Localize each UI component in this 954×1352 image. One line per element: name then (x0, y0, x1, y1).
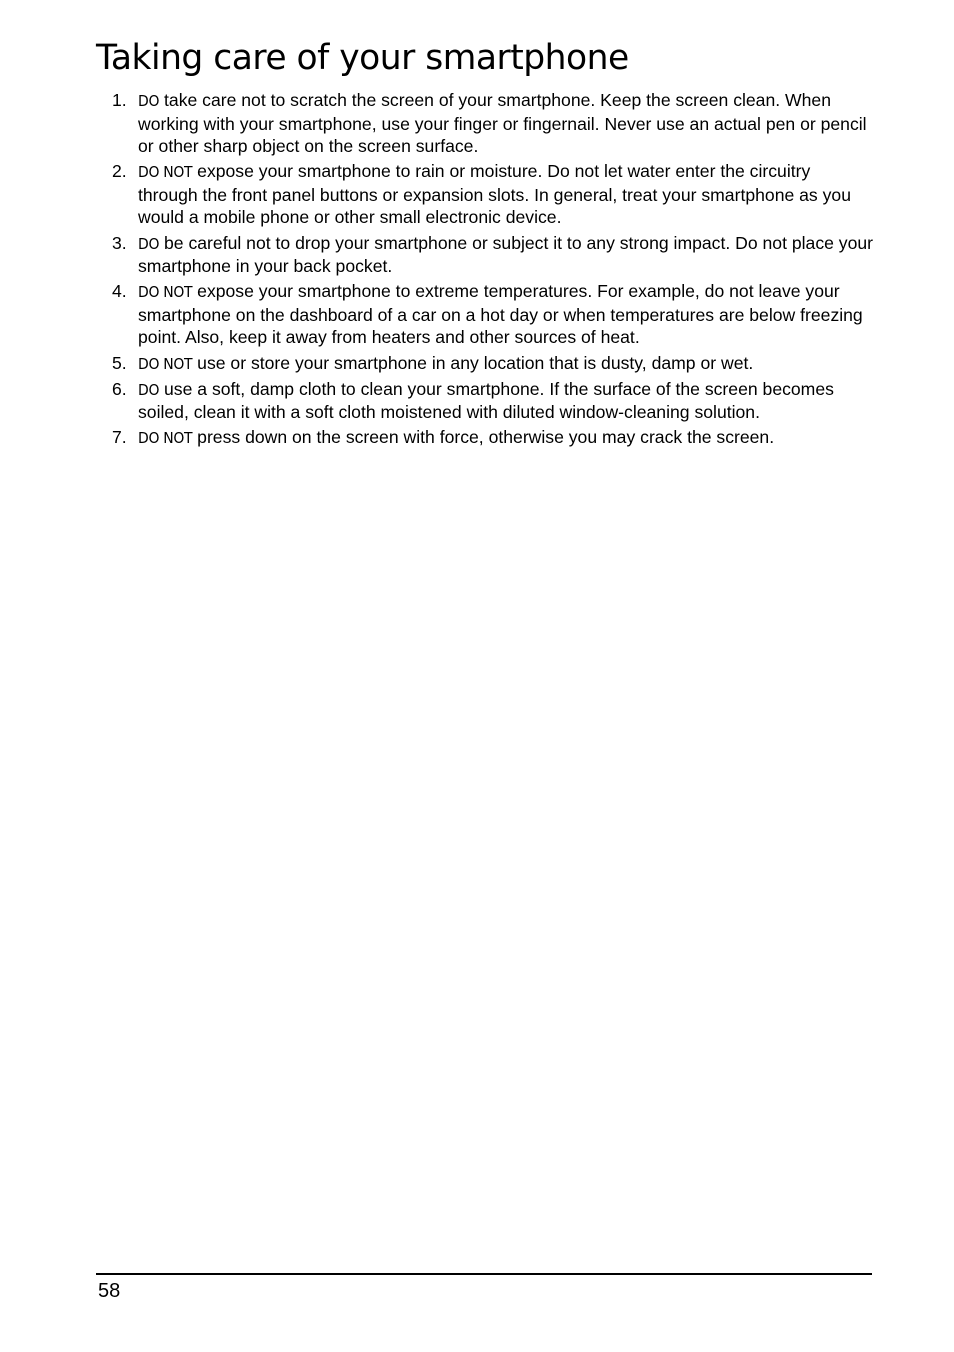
list-item-number: 4. (112, 281, 127, 302)
list-item (96, 378, 874, 424)
list-item-text: use or store your smartphone in any location that is dusty, damp or wet. (197, 352, 754, 373)
list-item-number: 1. (112, 90, 127, 110)
list-item-text: take care not to scratch the screen of your smartphone. Keep the screen clean. When working with your smartphone, use your finger or fingernail. Never use an actual pen or pencil or other sharp object on the screen surface. (138, 90, 867, 157)
list-item-number: 3. (112, 232, 127, 253)
list-item-number: 5. (112, 352, 127, 373)
list-item (96, 352, 874, 376)
list-item (96, 160, 874, 229)
list-item (96, 426, 874, 450)
list-item-keyword: DO NOT (138, 283, 193, 302)
page-title: Taking care of your smartphone (96, 38, 629, 78)
list-item-number: 6. (112, 378, 127, 399)
list-item-text: be careful not to drop your smartphone or subject it to any strong impact. Do not place your smartphone in your back pocket. (138, 232, 874, 277)
page-number: 58 (98, 1280, 121, 1302)
list-item-text: press down on the screen with force, otherwise you may crack the screen. (197, 427, 775, 448)
list-item-keyword: DO (138, 234, 160, 253)
list-item (96, 232, 874, 278)
list-item (96, 280, 874, 349)
list-item-keyword: DO (138, 92, 160, 110)
list-item-text: expose your smartphone to rain or moisture. Do not let water enter the circuitry through the front panel buttons or expansion slots. In general, treat your smartphone as you would a mobile phone or other small electronic device. (138, 161, 851, 228)
footer-divider (96, 1273, 872, 1275)
care-list (96, 89, 874, 452)
list-item-keyword: DO NOT (138, 163, 193, 182)
list-item (96, 89, 874, 158)
list-item-keyword: DO NOT (138, 354, 193, 373)
list-item-number: 7. (112, 427, 127, 448)
list-item-keyword: DO NOT (138, 429, 193, 448)
list-item-keyword: DO (138, 380, 160, 399)
list-item-number: 2. (112, 161, 127, 182)
list-item-text: expose your smartphone to extreme temperatures. For example, do not leave your smartphone on the dashboard of a car on a hot day or when temperatures are below freezing point. Also, keep it away from heaters and other sources of heat. (138, 281, 863, 348)
list-item-text: use a soft, damp cloth to clean your smartphone. If the surface of the screen becomes soiled, clean it with a soft cloth moistened with diluted window-cleaning solution. (138, 378, 834, 423)
